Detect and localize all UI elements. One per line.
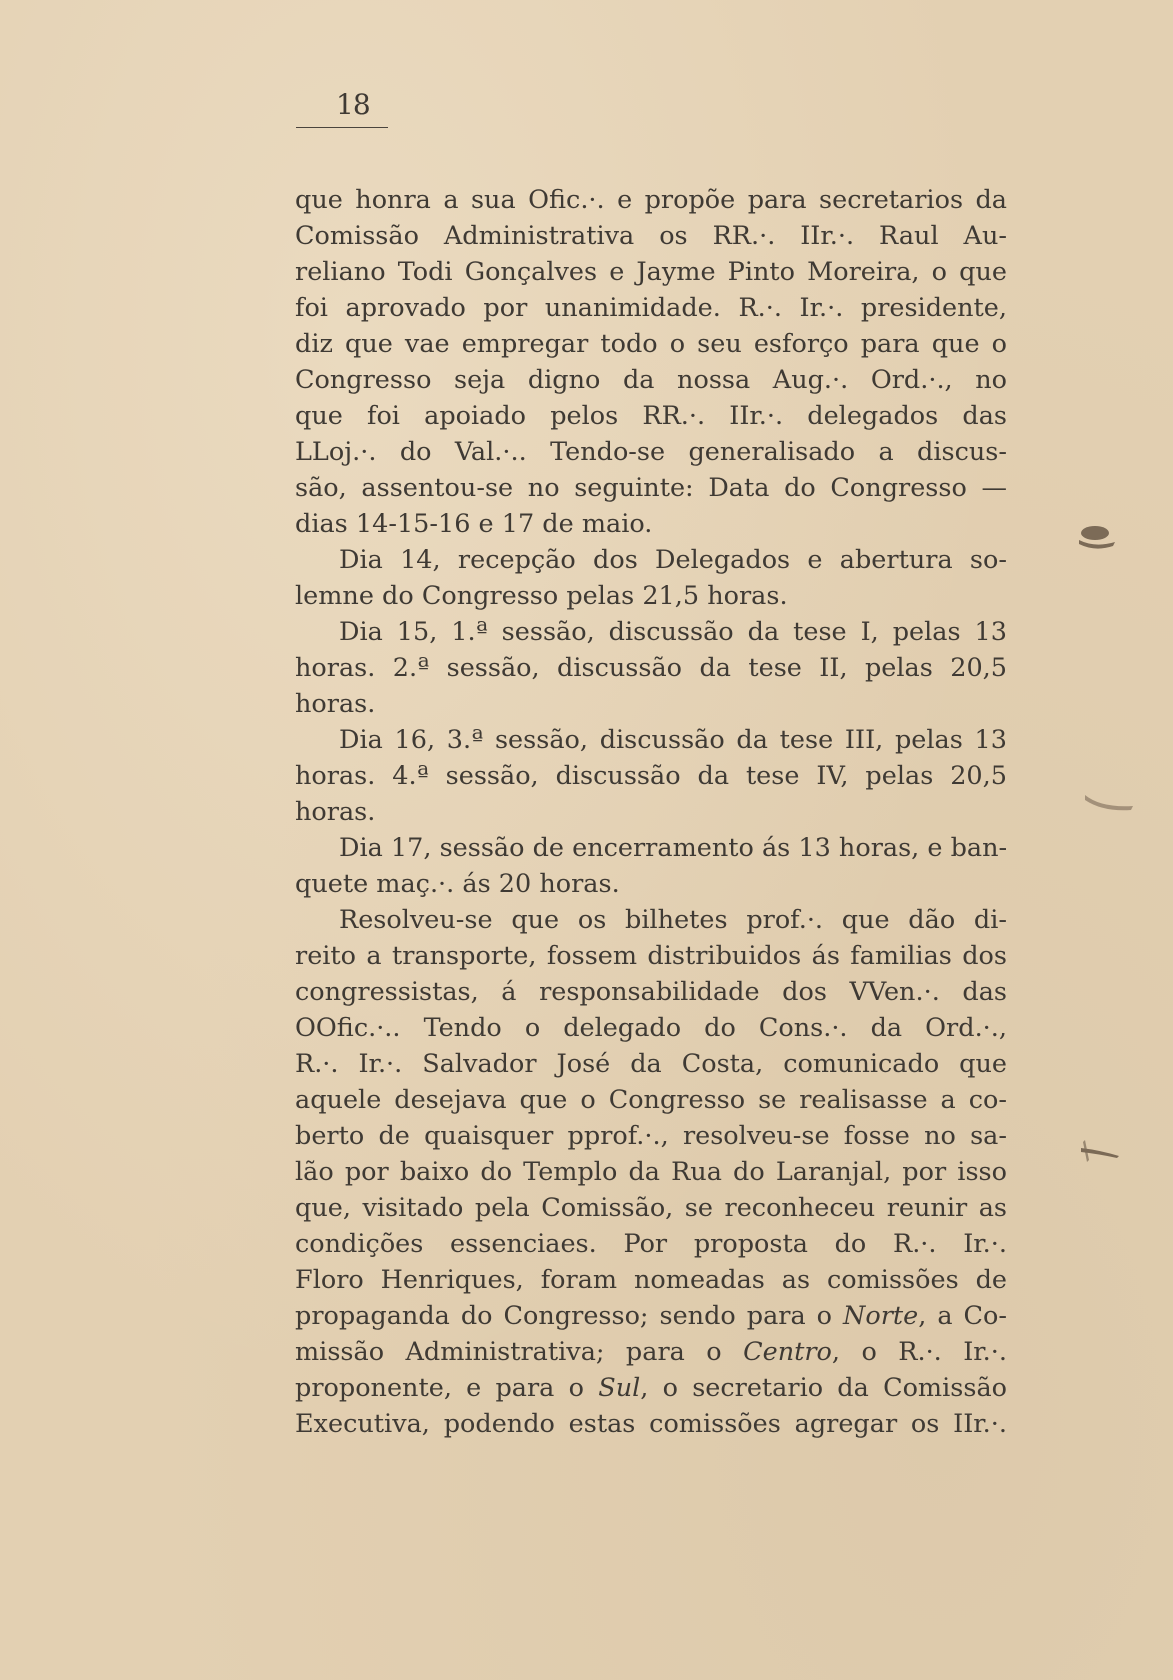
text-line: diz que vae empregar todo o seu esforço para que o <box>295 329 1007 359</box>
text-line: congressistas, á responsabilidade dos VVen.·. das <box>295 977 1007 1007</box>
text-line: lemne do Congresso pelas 21,5 horas. <box>295 581 788 611</box>
text-line: que honra a sua Ofic.·. e propõe para secretarios da <box>295 185 1007 215</box>
text-run: missão Administrativa; para o <box>295 1337 722 1367</box>
text-line: LLoj.·. do Val.·.. Tendo-se generalisado a discus- <box>295 437 1007 467</box>
text-line: Dia 17, sessão de encerramento ás 13 horas, e ban- <box>339 833 1007 863</box>
text-run: proponente, e para o <box>295 1373 584 1403</box>
text-line: que foi apoiado pelos RR.·. IIr.·. delegados das <box>295 401 1007 431</box>
text-line: berto de quaisquer pprof.·., resolveu-se fosse no sa- <box>295 1121 1007 1151</box>
italic-word: Norte <box>843 1301 919 1331</box>
text-line: reliano Todi Gonçalves e Jayme Pinto Moreira, o que <box>295 257 1007 287</box>
italic-word: Sul <box>598 1373 641 1403</box>
page-number-text: 18 <box>336 88 370 121</box>
text-line: que, visitado pela Comissão, se reconheceu reunir as <box>295 1193 1007 1223</box>
text-line: Congresso seja digno da nossa Aug.·. Ord.·., no <box>295 365 1007 395</box>
text-line: Dia 16, 3.ª sessão, discussão da tese III, pelas 13 <box>339 725 1007 755</box>
text-line <box>295 1298 1007 1334</box>
text-line: Floro Henriques, foram nomeadas as comissões de <box>295 1265 1007 1295</box>
text-line: lão por baixo do Templo da Rua do Laranjal, por isso <box>295 1157 1007 1187</box>
text-line: Comissão Administrativa os RR.·. IIr.·. Raul Au- <box>295 221 1007 251</box>
page-number <box>296 84 388 128</box>
text-line: Dia 15, 1.ª sessão, discussão da tese I, pelas 13 <box>339 617 1007 647</box>
text-line: são, assentou-se no seguinte: Data do Congresso — <box>295 473 1007 503</box>
italic-word: Centro <box>743 1337 832 1367</box>
text-line: Executiva, podendo estas comissões agregar os IIr.·. <box>295 1409 1007 1439</box>
text-line: foi aprovado por unanimidade. R.·. Ir.·. presidente, <box>295 293 1007 323</box>
text-run: , o R.·. Ir.·. <box>831 1337 1007 1367</box>
text-line: quete maç.·. ás 20 horas. <box>295 869 620 899</box>
text-line: OOfic.·.. Tendo o delegado do Cons.·. da Ord.·., <box>295 1013 1007 1043</box>
text-line: aquele desejava que o Congresso se realisasse a co- <box>295 1085 1007 1115</box>
paper-damage-marks <box>1033 0 1173 1680</box>
text-line: horas. 4.ª sessão, discussão da tese IV, pelas 20,5 <box>295 761 1007 791</box>
text-line: Resolveu-se que os bilhetes prof.·. que dão di- <box>339 905 1007 935</box>
text-line: Dia 14, recepção dos Delegados e abertura so- <box>339 545 1007 575</box>
text-run: , a Co- <box>918 1301 1007 1331</box>
text-line <box>295 1334 1007 1370</box>
text-line: dias 14-15-16 e 17 de maio. <box>295 509 653 539</box>
text-line: reito a transporte, fossem distribuidos ás familias dos <box>295 941 1007 971</box>
text-line: R.·. Ir.·. Salvador José da Costa, comunicado que <box>295 1049 1007 1079</box>
text-line: horas. <box>295 797 376 827</box>
text-line <box>295 1370 1007 1406</box>
body-text <box>295 182 1007 1442</box>
text-line: condições essenciaes. Por proposta do R.·. Ir.·. <box>295 1229 1007 1259</box>
text-run: propaganda do Congresso; sendo para o <box>295 1301 833 1331</box>
text-run: , o secretario da Comissão <box>640 1373 1007 1403</box>
text-line: horas. <box>295 689 376 719</box>
text-line: horas. 2.ª sessão, discussão da tese II, pelas 20,5 <box>295 653 1007 683</box>
